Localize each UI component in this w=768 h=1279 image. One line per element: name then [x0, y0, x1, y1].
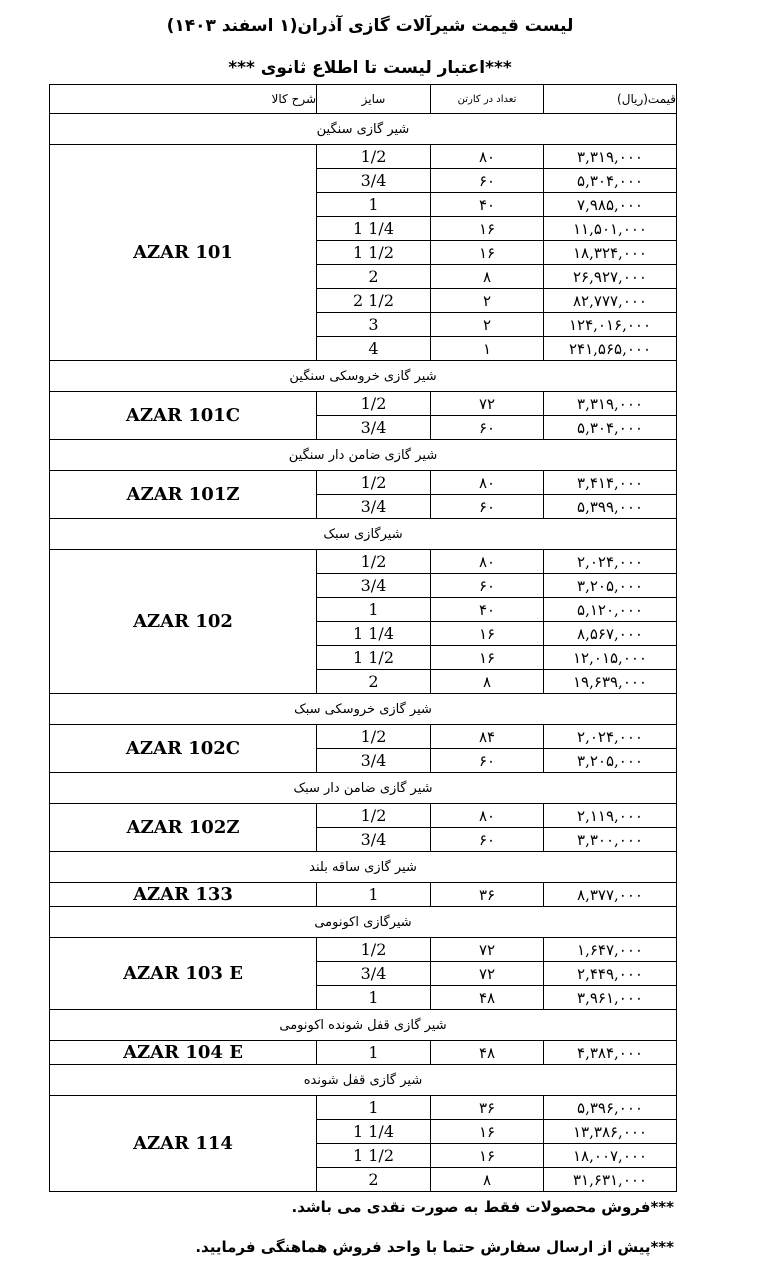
section-title: شیرگازی سبک [50, 519, 677, 550]
section-title: شیر گازی قفل شونده [50, 1065, 677, 1096]
section-title: شیرگازی اکونومی [50, 907, 677, 938]
section-row [50, 694, 677, 725]
qty-cell: ۷۲ [431, 938, 544, 962]
size-cell: 3/4 [317, 574, 431, 598]
product-model: AZAR 102Z [50, 804, 317, 852]
qty-cell: ۸۰ [431, 550, 544, 574]
price-cell: ۲,۱۱۹,۰۰۰ [544, 804, 677, 828]
size-cell: 1 1/4 [317, 1120, 431, 1144]
section-title: شیر گازی ضامن دار سنگین [50, 440, 677, 471]
size-cell: 1 1/2 [317, 241, 431, 265]
qty-cell: ۲ [431, 289, 544, 313]
product-model: AZAR 101 [50, 145, 317, 361]
qty-cell: ۸ [431, 265, 544, 289]
size-cell: 1 [317, 193, 431, 217]
size-cell: 3/4 [317, 749, 431, 773]
footer-note-coordinate: ***پیش از ارسال سفارش حتما با واحد فروش هماهنگی فرمایید. [195, 1238, 674, 1256]
table-row [50, 1096, 677, 1120]
section-row [50, 361, 677, 392]
price-cell: ۷,۹۸۵,۰۰۰ [544, 193, 677, 217]
price-cell: ۳,۳۱۹,۰۰۰ [544, 145, 677, 169]
size-cell: 1 1/4 [317, 217, 431, 241]
section-title: شیر گازی قفل شونده اکونومی [50, 1010, 677, 1041]
section-row [50, 440, 677, 471]
qty-cell: ۶۰ [431, 416, 544, 440]
size-cell: 2 1/2 [317, 289, 431, 313]
section-row [50, 907, 677, 938]
price-cell: ۲,۰۲۴,۰۰۰ [544, 550, 677, 574]
size-cell: 1/2 [317, 804, 431, 828]
price-cell: ۱۸,۰۰۷,۰۰۰ [544, 1144, 677, 1168]
footer-note-cash: ***فروش محصولات فقط به صورت نقدی می باشد. [291, 1198, 674, 1216]
size-cell: 1/2 [317, 725, 431, 749]
product-model: AZAR 102 [50, 550, 317, 694]
column-header-price: قیمت(ریال) [544, 85, 677, 114]
table-row [50, 471, 677, 495]
size-cell: 4 [317, 337, 431, 361]
price-cell: ۱۱,۵۰۱,۰۰۰ [544, 217, 677, 241]
qty-cell: ۱ [431, 337, 544, 361]
size-cell: 1 [317, 1041, 431, 1065]
price-table-body [50, 114, 677, 1192]
table-row [50, 938, 677, 962]
price-cell: ۸۲,۷۷۷,۰۰۰ [544, 289, 677, 313]
table-row [50, 883, 677, 907]
product-model: AZAR 104 E [50, 1041, 317, 1065]
qty-cell: ۸۴ [431, 725, 544, 749]
qty-cell: ۴۸ [431, 1041, 544, 1065]
size-cell: 3/4 [317, 962, 431, 986]
section-title: شیر گازی ضامن دار سبک [50, 773, 677, 804]
qty-cell: ۸ [431, 1168, 544, 1192]
qty-cell: ۱۶ [431, 646, 544, 670]
price-cell: ۵,۳۰۴,۰۰۰ [544, 169, 677, 193]
size-cell: 3 [317, 313, 431, 337]
section-row [50, 519, 677, 550]
column-header-description: شرح کالا [50, 85, 317, 114]
qty-cell: ۶۰ [431, 169, 544, 193]
table-row [50, 145, 677, 169]
size-cell: 2 [317, 265, 431, 289]
price-table [49, 84, 677, 1192]
product-model: AZAR 114 [50, 1096, 317, 1192]
price-cell: ۲۴۱,۵۶۵,۰۰۰ [544, 337, 677, 361]
table-row [50, 1041, 677, 1065]
qty-cell: ۷۲ [431, 962, 544, 986]
price-cell: ۵,۳۰۴,۰۰۰ [544, 416, 677, 440]
qty-cell: ۱۶ [431, 241, 544, 265]
qty-cell: ۶۰ [431, 749, 544, 773]
size-cell: 1/2 [317, 938, 431, 962]
qty-cell: ۶۰ [431, 828, 544, 852]
table-row [50, 392, 677, 416]
price-cell: ۱۹,۶۳۹,۰۰۰ [544, 670, 677, 694]
page-title: لیست قیمت شیرآلات گازی آذران(۱ اسفند ۱۴۰۳) [166, 16, 574, 36]
size-cell: 2 [317, 1168, 431, 1192]
product-model: AZAR 101Z [50, 471, 317, 519]
size-cell: 2 [317, 670, 431, 694]
price-cell: ۵,۳۹۹,۰۰۰ [544, 495, 677, 519]
price-cell: ۲۶,۹۲۷,۰۰۰ [544, 265, 677, 289]
size-cell: 1/2 [317, 471, 431, 495]
price-cell: ۱۳,۳۸۶,۰۰۰ [544, 1120, 677, 1144]
price-cell: ۱۲۴,۰۱۶,۰۰۰ [544, 313, 677, 337]
section-title: شیر گازی خروسکی سنگین [50, 361, 677, 392]
product-model: AZAR 101C [50, 392, 317, 440]
size-cell: 3/4 [317, 495, 431, 519]
table-row [50, 550, 677, 574]
qty-cell: ۶۰ [431, 495, 544, 519]
size-cell: 1 1/2 [317, 1144, 431, 1168]
price-cell: ۵,۱۲۰,۰۰۰ [544, 598, 677, 622]
table-row [50, 804, 677, 828]
price-cell: ۳۱,۶۳۱,۰۰۰ [544, 1168, 677, 1192]
qty-cell: ۱۶ [431, 1144, 544, 1168]
section-row [50, 852, 677, 883]
section-title: شیر گازی سنگین [50, 114, 677, 145]
size-cell: 3/4 [317, 828, 431, 852]
size-cell: 3/4 [317, 169, 431, 193]
size-cell: 1 1/4 [317, 622, 431, 646]
price-cell: ۳,۹۶۱,۰۰۰ [544, 986, 677, 1010]
qty-cell: ۳۶ [431, 1096, 544, 1120]
price-cell: ۲,۴۴۹,۰۰۰ [544, 962, 677, 986]
size-cell: 1 [317, 986, 431, 1010]
price-cell: ۲,۰۲۴,۰۰۰ [544, 725, 677, 749]
price-cell: ۳,۲۰۵,۰۰۰ [544, 574, 677, 598]
qty-cell: ۳۶ [431, 883, 544, 907]
price-cell: ۱,۶۴۷,۰۰۰ [544, 938, 677, 962]
size-cell: 1/2 [317, 145, 431, 169]
price-cell: ۳,۲۰۵,۰۰۰ [544, 749, 677, 773]
table-header-row [50, 85, 677, 114]
section-title: شیر گازی خروسکی سبک [50, 694, 677, 725]
size-cell: 1 1/2 [317, 646, 431, 670]
qty-cell: ۸۰ [431, 471, 544, 495]
price-cell: ۳,۴۱۴,۰۰۰ [544, 471, 677, 495]
qty-cell: ۷۲ [431, 392, 544, 416]
qty-cell: ۱۶ [431, 622, 544, 646]
size-cell: 1 [317, 883, 431, 907]
price-cell: ۳,۳۰۰,۰۰۰ [544, 828, 677, 852]
price-cell: ۸,۵۶۷,۰۰۰ [544, 622, 677, 646]
qty-cell: ۸۰ [431, 145, 544, 169]
price-cell: ۸,۳۷۷,۰۰۰ [544, 883, 677, 907]
product-model: AZAR 133 [50, 883, 317, 907]
qty-cell: ۶۰ [431, 574, 544, 598]
price-cell: ۱۲,۰۱۵,۰۰۰ [544, 646, 677, 670]
qty-cell: ۸ [431, 670, 544, 694]
qty-cell: ۲ [431, 313, 544, 337]
section-row [50, 1010, 677, 1041]
section-row [50, 1065, 677, 1096]
section-row [50, 114, 677, 145]
qty-cell: ۴۰ [431, 193, 544, 217]
qty-cell: ۱۶ [431, 1120, 544, 1144]
product-model: AZAR 102C [50, 725, 317, 773]
size-cell: 1 [317, 598, 431, 622]
price-cell: ۱۸,۳۲۴,۰۰۰ [544, 241, 677, 265]
page-subtitle: ***اعتبار لیست تا اطلاع ثانوی *** [228, 58, 512, 78]
section-title: شیر گازی ساقه بلند [50, 852, 677, 883]
price-cell: ۵,۳۹۶,۰۰۰ [544, 1096, 677, 1120]
product-model: AZAR 103 E [50, 938, 317, 1010]
size-cell: 1/2 [317, 550, 431, 574]
section-row [50, 773, 677, 804]
qty-cell: ۴۸ [431, 986, 544, 1010]
price-cell: ۳,۳۱۹,۰۰۰ [544, 392, 677, 416]
column-header-size: سایز [317, 85, 431, 114]
size-cell: 3/4 [317, 416, 431, 440]
qty-cell: ۸۰ [431, 804, 544, 828]
size-cell: 1 [317, 1096, 431, 1120]
table-row [50, 725, 677, 749]
size-cell: 1/2 [317, 392, 431, 416]
qty-cell: ۱۶ [431, 217, 544, 241]
qty-cell: ۴۰ [431, 598, 544, 622]
price-cell: ۴,۳۸۴,۰۰۰ [544, 1041, 677, 1065]
column-header-qty: تعداد در کارتن [431, 85, 544, 114]
